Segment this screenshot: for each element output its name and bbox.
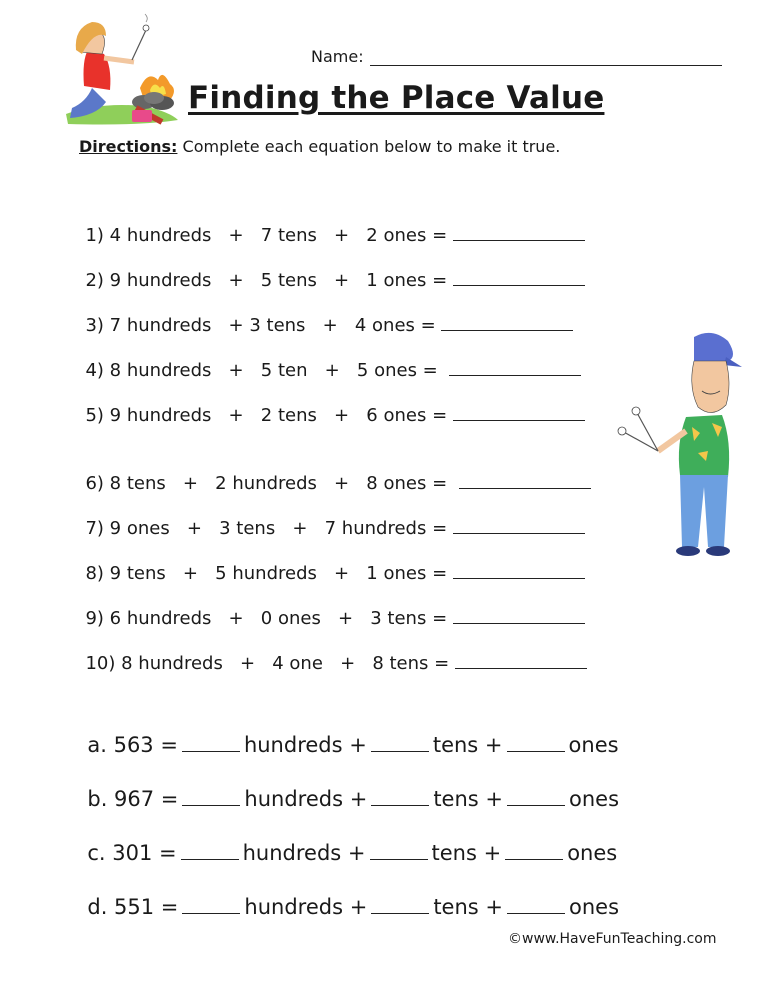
problem-number: 2) — [85, 270, 104, 291]
problem-4 — [74, 333, 581, 383]
problem-equation: 8 hundreds + 5 ten + 5 ones = — [109, 360, 438, 381]
problem-number: 5) — [85, 405, 104, 426]
ones-label: ones — [567, 841, 618, 865]
hundreds-blank[interactable] — [181, 839, 239, 860]
problem-number: 4) — [85, 360, 104, 381]
problem-equation: 9 hundreds + 2 tens + 6 ones = — [109, 405, 448, 426]
answer-blank[interactable] — [449, 357, 581, 376]
problem-5 — [74, 378, 585, 428]
answer-blank[interactable] — [459, 470, 591, 489]
problem-1 — [74, 198, 585, 248]
hundreds-label: hundreds + — [244, 895, 368, 919]
hundreds-label: hundreds + — [244, 787, 368, 811]
problem-equation: 9 tens + 5 hundreds + 1 ones = — [109, 563, 448, 584]
ones-label: ones — [569, 787, 620, 811]
hundreds-blank[interactable] — [182, 785, 240, 806]
ones-blank[interactable] — [507, 731, 565, 752]
decompose-a — [74, 703, 619, 759]
hundreds-label: hundreds + — [242, 841, 366, 865]
problem-equation: 9 ones + 3 tens + 7 hundreds = — [109, 518, 448, 539]
tens-label: tens + — [433, 787, 503, 811]
girl-roasting-marshmallow-clipart — [58, 10, 183, 135]
tens-label: tens + — [432, 733, 503, 757]
problem-number: 6) — [85, 473, 104, 494]
copyright-footer: ©www.HaveFunTeaching.com — [508, 931, 717, 947]
decompose-lead: c. 301 = — [87, 841, 177, 865]
directions-text: Complete each equation below to make it true. — [182, 137, 561, 156]
decompose-d — [74, 865, 619, 921]
directions — [79, 137, 560, 156]
decompose-lead: a. 563 = — [87, 733, 178, 757]
answer-blank[interactable] — [453, 560, 585, 579]
ones-label: ones — [568, 733, 619, 757]
problem-number: 9) — [85, 608, 104, 629]
answer-blank[interactable] — [453, 267, 585, 286]
tens-blank[interactable] — [370, 839, 428, 860]
problem-equation: 8 hundreds + 4 one + 8 tens = — [121, 653, 450, 674]
decompose-c — [74, 811, 617, 867]
problem-6 — [74, 446, 591, 496]
decompose-lead: d. 551 = — [87, 895, 179, 919]
problem-number: 7) — [85, 518, 104, 539]
tens-blank[interactable] — [371, 731, 429, 752]
problem-equation: 4 hundreds + 7 tens + 2 ones = — [109, 225, 448, 246]
tens-label: tens + — [431, 841, 502, 865]
directions-label: Directions: — [79, 137, 178, 156]
answer-blank[interactable] — [453, 402, 585, 421]
problem-equation: 9 hundreds + 5 tens + 1 ones = — [109, 270, 448, 291]
ones-blank[interactable] — [507, 785, 565, 806]
boy-with-marshmallows-clipart — [612, 327, 742, 567]
hundreds-blank[interactable] — [182, 893, 240, 914]
problem-number: 3) — [85, 315, 104, 336]
ones-label: ones — [569, 895, 620, 919]
ones-blank[interactable] — [505, 839, 563, 860]
problem-number: 1) — [85, 225, 104, 246]
problem-9 — [74, 581, 585, 631]
hundreds-blank[interactable] — [182, 731, 240, 752]
worksheet-title: Finding the Place Value — [188, 80, 605, 116]
problem-10 — [74, 626, 587, 676]
answer-blank[interactable] — [453, 605, 585, 624]
problem-equation: 8 tens + 2 hundreds + 8 ones = — [109, 473, 448, 494]
hundreds-label: hundreds + — [243, 733, 367, 757]
tens-label: tens + — [433, 895, 503, 919]
answer-blank[interactable] — [453, 222, 585, 241]
problem-3 — [74, 288, 573, 338]
ones-blank[interactable] — [507, 893, 565, 914]
problem-equation: 7 hundreds + 3 tens + 4 ones = — [109, 315, 436, 336]
decompose-lead: b. 967 = — [87, 787, 179, 811]
answer-blank[interactable] — [453, 515, 585, 534]
problem-number: 8) — [85, 563, 104, 584]
name-label: Name: — [311, 47, 364, 66]
tens-blank[interactable] — [371, 893, 429, 914]
problem-8 — [74, 536, 585, 586]
name-blank-line — [370, 49, 722, 66]
problem-equation: 6 hundreds + 0 ones + 3 tens = — [109, 608, 448, 629]
name-field — [311, 47, 722, 66]
decompose-b — [74, 757, 619, 813]
problem-2 — [74, 243, 585, 293]
answer-blank[interactable] — [455, 650, 587, 669]
problem-7 — [74, 491, 585, 541]
answer-blank[interactable] — [441, 312, 573, 331]
problem-number: 10) — [85, 653, 116, 674]
tens-blank[interactable] — [371, 785, 429, 806]
